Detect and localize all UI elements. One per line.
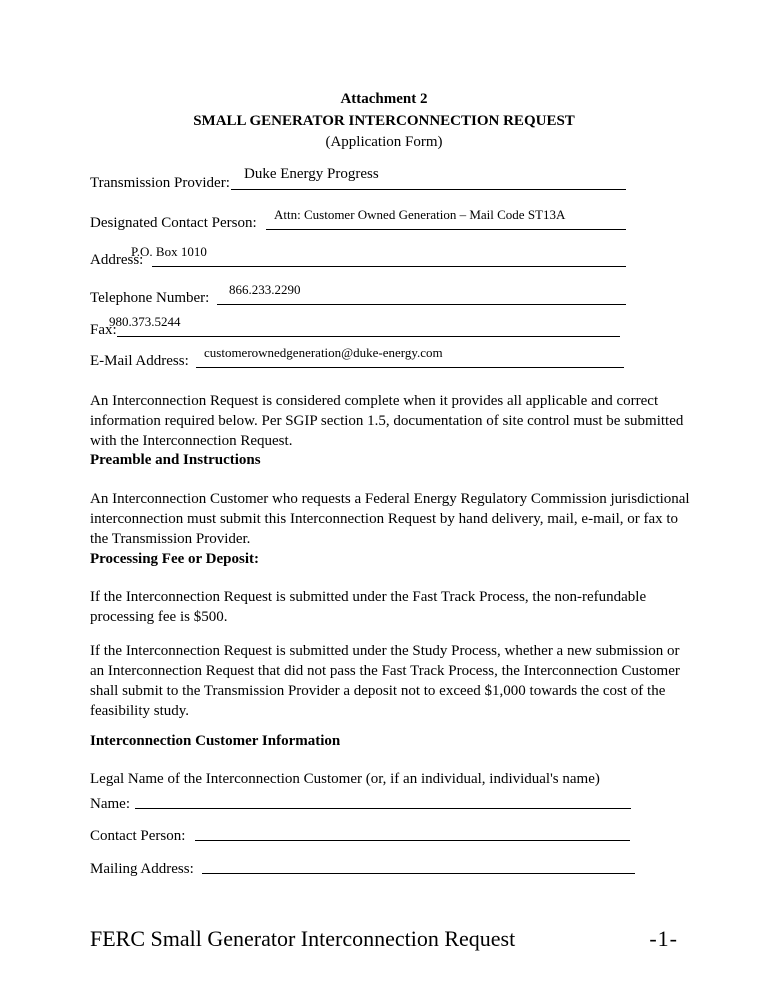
customer-mailing-address-field[interactable] [90, 856, 635, 878]
email-field[interactable] [90, 334, 624, 374]
fax-value: 980.373.5244 [109, 314, 181, 329]
preamble-text: An Interconnection Customer who requests a Federal Energy Regulatory Commission jurisdictional interconnection must submit this Interconnection Request by hand delivery, mail, e-mail, or fax to the Transmission Provider. [90, 491, 690, 547]
form-title: SMALL GENERATOR INTERCONNECTION REQUEST [193, 113, 575, 129]
fee-text-study-process: If the Interconnection Request is submitted under the Study Process, whether a new submission or an Interconnection Request that did not pass the Fast Track Process, the Interconnection Customer shall submit to the Transmission Provider a deposit not to exceed $1,000 towards the cost of the feasibility study. [90, 643, 680, 719]
contact-person-value: Attn: Customer Owned Generation – Mail Code ST13A [274, 207, 566, 222]
telephone-label: Telephone Number: [90, 290, 210, 306]
transmission-provider-value: Duke Energy Progress [244, 166, 379, 182]
legal-name-instruction: Legal Name of the Interconnection Customer (or, if an individual, individual's name) [90, 771, 600, 787]
footer-title: FERC Small Generator Interconnection Request [90, 926, 516, 951]
intro-paragraph: An Interconnection Request is considered complete when it provides all applicable and correct information required below. Per SGIP section 1.5, documentation of site control must be submitted with the Interconnection Request. [90, 393, 684, 449]
transmission-provider-line [231, 189, 626, 190]
email-line [196, 367, 624, 368]
customer-contact-line [195, 840, 630, 841]
customer-contact-label: Contact Person: [90, 828, 186, 844]
transmission-provider-field[interactable] [90, 156, 626, 196]
contact-person-label: Designated Contact Person: [90, 215, 257, 231]
email-label: E-Mail Address: [90, 353, 189, 369]
address-line [152, 266, 626, 267]
contact-person-field[interactable] [90, 196, 626, 236]
address-field[interactable] [90, 233, 626, 273]
transmission-provider-label: Transmission Provider: [90, 175, 230, 191]
fee-heading: Processing Fee or Deposit: [90, 551, 259, 567]
page-number: -1- [649, 926, 678, 951]
customer-contact-field[interactable] [90, 823, 630, 845]
contact-person-line [266, 229, 626, 230]
address-value: P.O. Box 1010 [131, 244, 207, 259]
telephone-value: 866.233.2290 [229, 282, 301, 297]
fee-text-fast-track: If the Interconnection Request is submitted under the Fast Track Process, the non-refundable processing fee is $500. [90, 589, 647, 625]
email-value: customerownedgeneration@duke-energy.com [204, 345, 443, 360]
fax-label: Fax: [90, 322, 117, 338]
customer-mailing-address-line [202, 873, 635, 874]
customer-name-line [135, 808, 631, 809]
attachment-label: Attachment 2 [340, 91, 428, 107]
preamble-heading: Preamble and Instructions [90, 452, 261, 468]
customer-info-heading: Interconnection Customer Information [90, 733, 341, 749]
address-label: Address: [90, 252, 144, 268]
customer-mailing-address-label: Mailing Address: [90, 861, 194, 877]
customer-name-label: Name: [90, 796, 130, 812]
customer-name-field[interactable] [90, 791, 631, 813]
form-subtitle: (Application Form) [325, 134, 443, 150]
